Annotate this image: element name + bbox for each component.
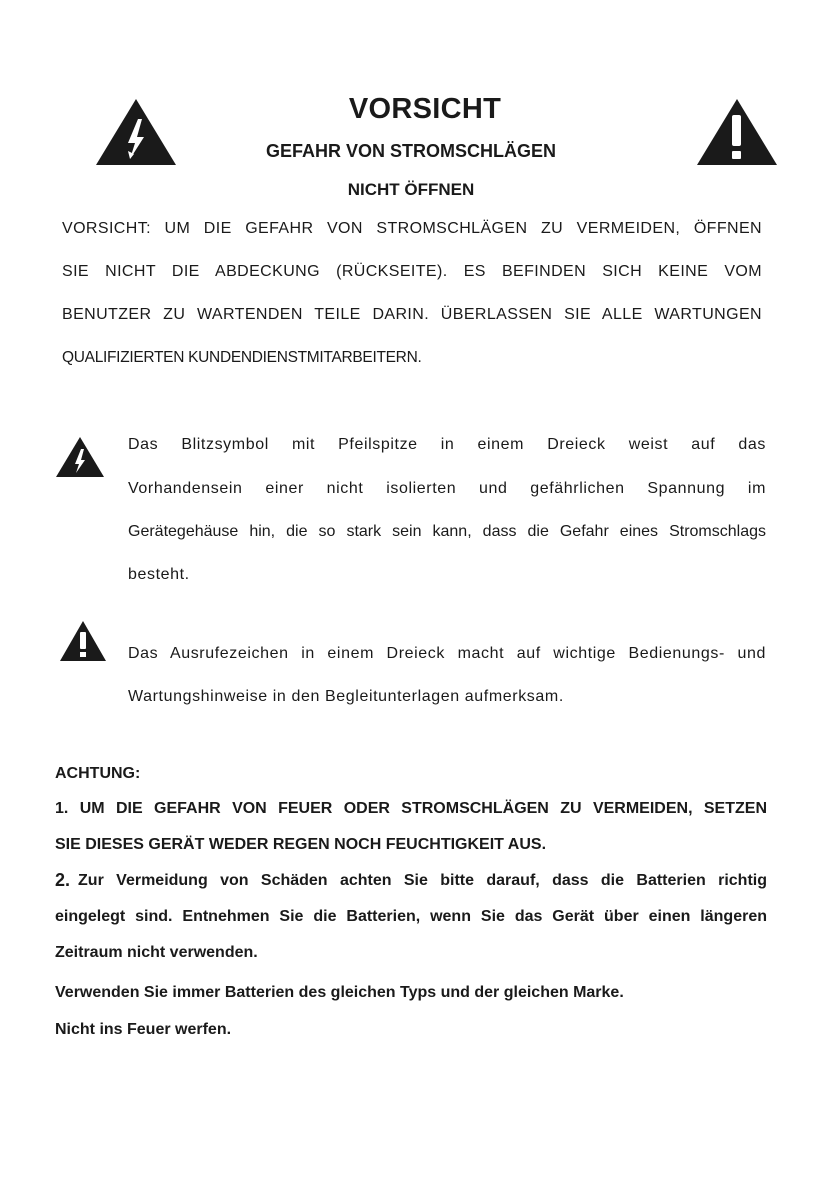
achtung-heading: ACHTUNG: bbox=[55, 765, 141, 782]
warning-line: QUALIFIZIERTEN KUNDENDIENSTMITARBEITERN. bbox=[62, 349, 422, 366]
achtung-item-2-number: 2. bbox=[55, 870, 71, 890]
achtung-item-2-line: eingelegt sind. Entnehmen Sie die Batterien, wenn Sie das Gerät über einen längeren bbox=[55, 908, 767, 925]
explanation-line: Gerätegehäuse hin, die so stark sein kann, dass die Gefahr eines Stromschlags bbox=[128, 523, 766, 540]
achtung-item-1-line: 1. UM DIE GEFAHR VON FEUER ODER STROMSCHLÄGEN ZU VERMEIDEN, SETZEN bbox=[55, 800, 767, 817]
warning-line: SIE NICHT DIE ABDECKUNG (RÜCKSEITE). ES BEFINDEN SICH KEINE VOM bbox=[62, 263, 762, 280]
page-title: VORSICHT bbox=[348, 93, 502, 125]
exclamation-triangle-icon bbox=[59, 620, 107, 662]
achtung-item-1-line: SIE DIESES GERÄT WEDER REGEN NOCH FEUCHTIGKEIT AUS. bbox=[55, 836, 547, 853]
page-subtitle: GEFAHR VON STROMSCHLÄGEN bbox=[265, 141, 556, 161]
achtung-item-2-line: Zur Vermeidung von Schäden achten Sie bitte darauf, dass die Batterien richtig bbox=[78, 872, 767, 889]
page-subtitle-2: NICHT ÖFFNEN bbox=[347, 180, 475, 199]
achtung-fire-line: Nicht ins Feuer werfen. bbox=[55, 1021, 232, 1038]
achtung-item-2-first-line bbox=[55, 872, 767, 891]
warning-line: BENUTZER ZU WARTENDEN TEILE DARIN. ÜBERLASSEN SIE ALLE WARTUNGEN bbox=[62, 306, 762, 323]
lightning-triangle-icon bbox=[55, 436, 105, 478]
explanation-line: Wartungshinweise in den Begleitunterlagen aufmerksam. bbox=[128, 688, 564, 705]
warning-line: VORSICHT: UM DIE GEFAHR VON STROMSCHLÄGEN ZU VERMEIDEN, ÖFFNEN bbox=[62, 220, 762, 237]
achtung-same-type-line: Verwenden Sie immer Batterien des gleichen Typs und der gleichen Marke. bbox=[55, 984, 624, 1001]
explanation-line: Das Blitzsymbol mit Pfeilspitze in einem Dreieck weist auf das bbox=[128, 436, 766, 453]
achtung-item-2-line: Zeitraum nicht verwenden. bbox=[55, 944, 258, 961]
explanation-line: Das Ausrufezeichen in einem Dreieck macht auf wichtige Bedienungs- und bbox=[128, 645, 766, 662]
explanation-line: Vorhandensein einer nicht isolierten und gefährlichen Spannung im bbox=[128, 480, 766, 497]
explanation-line: besteht. bbox=[128, 566, 190, 583]
